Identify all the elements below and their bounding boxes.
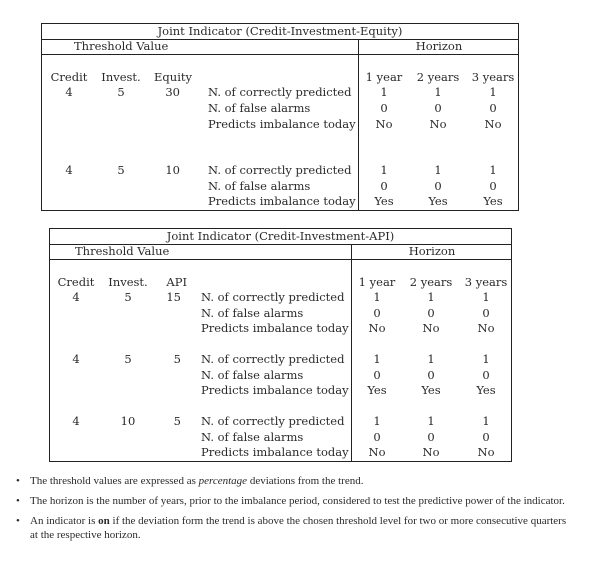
cell: Yes	[483, 194, 503, 208]
threshold-api: 5	[173, 352, 181, 366]
col-header-3-years: 3 years	[471, 70, 515, 84]
cell: 0	[380, 101, 388, 115]
row-label-predicts: Predicts imbalance today	[201, 445, 349, 459]
threshold-credit: 4	[72, 290, 80, 304]
cell: 0	[373, 306, 381, 320]
cell: 1	[380, 85, 388, 99]
col-header-credit: Credit	[50, 70, 88, 84]
col-header-credit: Credit	[57, 275, 95, 289]
note-emphasis: percentage	[198, 475, 248, 487]
cell: No	[375, 117, 393, 131]
threshold-equity: 10	[165, 163, 180, 177]
horizon-header: Horizon	[415, 39, 463, 53]
col-header-1-year: 1 year	[365, 70, 403, 84]
col-header-3-years: 3 years	[464, 275, 508, 289]
note-item	[16, 474, 576, 488]
horizon-header: Horizon	[408, 244, 456, 258]
note-strong: on	[98, 515, 110, 527]
table-credit-investment-api	[49, 228, 512, 462]
cell: 1	[489, 163, 497, 177]
cell: 1	[427, 414, 435, 428]
cell: 1	[482, 352, 490, 366]
row-label-correct: N. of correctly predicted	[208, 85, 352, 99]
cell: 1	[489, 85, 497, 99]
threshold-credit: 4	[65, 85, 73, 99]
cell: No	[429, 117, 447, 131]
row-label-predicts: Predicts imbalance today	[201, 321, 349, 335]
cell: 0	[427, 368, 435, 382]
column-divider	[358, 39, 359, 210]
row-label-correct: N. of correctly predicted	[201, 414, 345, 428]
cell: No	[422, 445, 440, 459]
bullet-icon: •	[16, 515, 20, 527]
cell: No	[477, 321, 495, 335]
cell: No	[484, 117, 502, 131]
row-label-predicts: Predicts imbalance today	[208, 194, 356, 208]
cell: 1	[373, 414, 381, 428]
cell: 0	[373, 430, 381, 444]
cell: 0	[373, 368, 381, 382]
col-header-invest: Invest.	[101, 70, 141, 84]
threshold-invest: 5	[124, 290, 132, 304]
col-header-api: API	[166, 275, 187, 289]
threshold-credit: 4	[72, 414, 80, 428]
cell: No	[422, 321, 440, 335]
cell: 0	[482, 368, 490, 382]
col-header-equity: Equity	[154, 70, 192, 84]
table-credit-investment-equity	[41, 23, 519, 211]
note-text: The horizon is the number of years, prior to the imbalance period, considered to test the predictive power of the indicator.	[30, 495, 565, 507]
cell: 1	[482, 290, 490, 304]
note-text: if the deviation form the trend is above the chosen threshold level for two or more consecutive quarters at the respective horizon.	[30, 515, 567, 541]
threshold-api: 5	[173, 414, 181, 428]
col-header-2-years: 2 years	[409, 275, 453, 289]
cell: Yes	[428, 194, 448, 208]
cell: 0	[434, 101, 442, 115]
cell: 1	[434, 163, 442, 177]
threshold-invest: 5	[124, 352, 132, 366]
cell: Yes	[374, 194, 394, 208]
threshold-credit: 4	[65, 163, 73, 177]
cell: 0	[482, 430, 490, 444]
cell: 1	[373, 290, 381, 304]
col-header-2-years: 2 years	[416, 70, 460, 84]
cell: 0	[427, 306, 435, 320]
row-label-false-alarms: N. of false alarms	[201, 430, 304, 444]
cell: 1	[380, 163, 388, 177]
note-item	[16, 514, 576, 542]
cell: 1	[434, 85, 442, 99]
notes-list	[16, 474, 576, 548]
cell: 1	[373, 352, 381, 366]
threshold-invest: 5	[117, 85, 125, 99]
threshold-invest: 5	[117, 163, 125, 177]
threshold-header: Threshold Value	[74, 39, 169, 53]
col-header-invest: Invest.	[108, 275, 148, 289]
cell: No	[477, 445, 495, 459]
bullet-icon: •	[16, 495, 20, 507]
row-label-predicts: Predicts imbalance today	[208, 117, 356, 131]
threshold-api: 15	[166, 290, 181, 304]
cell: No	[368, 445, 386, 459]
note-item	[16, 494, 576, 508]
row-label-false-alarms: N. of false alarms	[201, 368, 304, 382]
table-subheader	[42, 39, 518, 55]
threshold-credit: 4	[72, 352, 80, 366]
row-label-false-alarms: N. of false alarms	[208, 179, 311, 193]
cell: 0	[427, 430, 435, 444]
row-label-false-alarms: N. of false alarms	[201, 306, 304, 320]
cell: 1	[427, 290, 435, 304]
row-label-predicts: Predicts imbalance today	[201, 383, 349, 397]
row-label-correct: N. of correctly predicted	[208, 163, 352, 177]
cell: 1	[427, 352, 435, 366]
note-text: deviations from the trend.	[247, 475, 364, 487]
cell: 0	[434, 179, 442, 193]
row-label-false-alarms: N. of false alarms	[208, 101, 311, 115]
threshold-header: Threshold Value	[75, 244, 170, 258]
table-title: Joint Indicator (Credit-Investment-API)	[50, 229, 511, 245]
cell: Yes	[367, 383, 387, 397]
table-title: Joint Indicator (Credit-Investment-Equity)	[42, 24, 518, 40]
row-label-correct: N. of correctly predicted	[201, 352, 345, 366]
column-divider	[351, 244, 352, 461]
threshold-invest: 10	[120, 414, 136, 428]
cell: 1	[482, 414, 490, 428]
cell: 0	[482, 306, 490, 320]
cell: No	[368, 321, 386, 335]
cell: 0	[380, 179, 388, 193]
cell: 0	[489, 179, 497, 193]
note-text: The threshold values are expressed as	[30, 475, 199, 487]
bullet-icon: •	[16, 475, 20, 487]
table-subheader	[50, 244, 511, 260]
col-header-1-year: 1 year	[358, 275, 396, 289]
cell: Yes	[476, 383, 496, 397]
threshold-equity: 30	[165, 85, 180, 99]
row-label-correct: N. of correctly predicted	[201, 290, 345, 304]
cell: 0	[489, 101, 497, 115]
note-text: An indicator is	[30, 515, 99, 527]
cell: Yes	[421, 383, 441, 397]
